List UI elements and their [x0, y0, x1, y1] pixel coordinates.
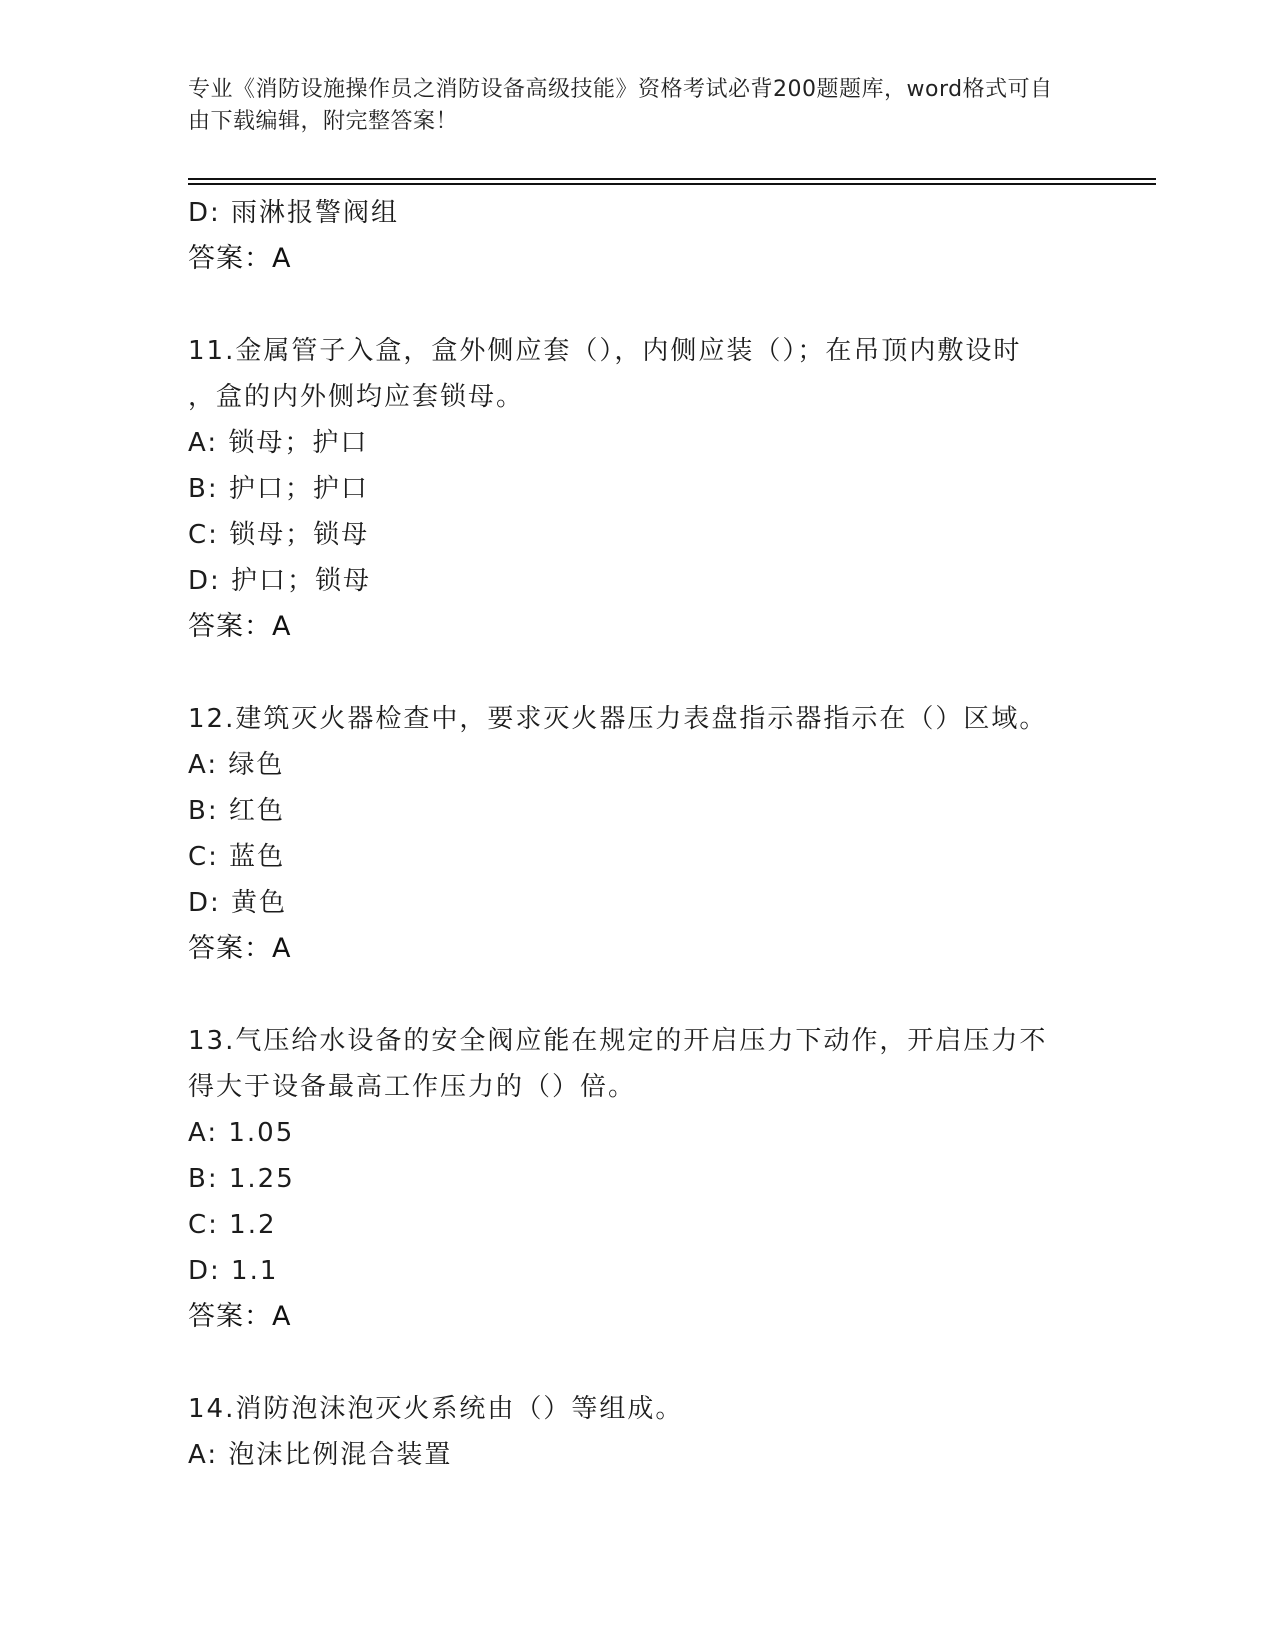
- spacer: [188, 282, 1088, 328]
- q13-option-b: B: 1.25: [188, 1164, 295, 1194]
- spacer: [188, 1340, 1088, 1386]
- document-header: 专业《消防设施操作员之消防设备高级技能》资格考试必背200题题库，word格式可自由下载编辑，附完整答案！: [188, 77, 1053, 134]
- q12-option-b: B: 红色: [188, 796, 285, 826]
- q11-option-b: B: 护口；护口: [188, 474, 369, 504]
- q11-stem-line-2: ，盒的内外侧均应套锁母。: [188, 382, 525, 412]
- q11-option-d: D: 护口；锁母: [188, 566, 372, 596]
- q13-option-c: C: 1.2: [188, 1210, 277, 1240]
- q12-stem-line-1: 12.建筑灭火器检查中，要求灭火器压力表盘指示器指示在（）区域。: [188, 704, 1048, 734]
- q11-answer: 答案：A: [188, 611, 292, 642]
- q10-answer: 答案：A: [188, 243, 292, 274]
- q11-option-c: C: 锁母；锁母: [188, 520, 370, 550]
- q12-option-c: C: 蓝色: [188, 842, 286, 872]
- spacer: [188, 650, 1088, 696]
- q12-answer: 答案：A: [188, 933, 292, 964]
- q13-option-a: A: 1.05: [188, 1118, 295, 1148]
- q13-stem-line-2: 得大于设备最高工作压力的（）倍。: [188, 1072, 637, 1102]
- q13-answer: 答案：A: [188, 1301, 292, 1332]
- q13-stem-line-1: 13.气压给水设备的安全阀应能在规定的开启压力下动作，开启压力不: [188, 1026, 1048, 1056]
- q11-stem-line-1: 11.金属管子入盒，盒外侧应套（），内侧应装（）；在吊顶内敷设时: [188, 336, 1022, 366]
- q14-option-a: A: 泡沫比例混合装置: [188, 1440, 453, 1470]
- q14-stem-line-1: 14.消防泡沫泡灭火系统由（）等组成。: [188, 1394, 684, 1424]
- q12-option-d: D: 黄色: [188, 888, 288, 918]
- q11-option-a: A: 锁母；护口: [188, 428, 369, 458]
- q12-option-a: A: 绿色: [188, 750, 285, 780]
- spacer: [188, 972, 1088, 1018]
- header-divider-top: [188, 178, 1156, 180]
- header-divider-bottom: [188, 183, 1156, 185]
- question-content: [188, 190, 1088, 1478]
- q13-option-d: D: 1.1: [188, 1256, 279, 1286]
- q10-option-d: D: 雨淋报警阀组: [188, 198, 400, 228]
